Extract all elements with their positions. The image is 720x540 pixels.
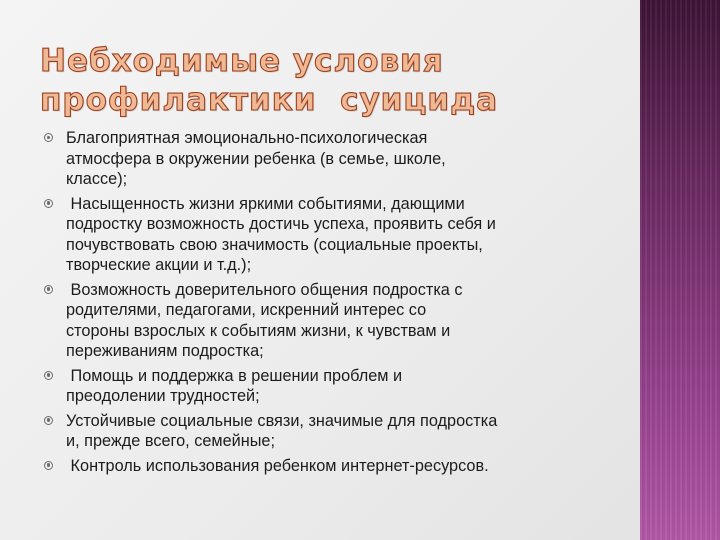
bullet-item — [44, 280, 624, 362]
bullet-item — [44, 194, 624, 276]
circled-dot-icon — [44, 416, 53, 425]
slide-title — [40, 42, 630, 120]
bullet-item — [44, 366, 624, 407]
bullet-item — [44, 128, 624, 190]
bullet-text: Возможность доверительного общения подростка с родителями, педагогами, искренний интерес со стороны взрослых к событиям жизни, к чувствам и переживаниям подростка; — [66, 280, 463, 360]
bullet-text: Контроль использования ребенком интернет-ресурсов. — [66, 456, 489, 475]
circled-dot-icon — [44, 133, 53, 142]
bullet-text: Устойчивые социальные связи, значимые для подростка и, прежде всего, семейные; — [66, 411, 498, 450]
circled-dot-icon — [44, 371, 53, 380]
bullet-text: Насыщенность жизни яркими событиями, дающими подростку возможность достичь успеха, проявить себя и почувствовать свою значимость (социальные проекты, творческие акции и т.д.); — [66, 194, 496, 274]
title-line-1: Небходимые условия — [40, 43, 444, 79]
bullet-item — [44, 411, 624, 452]
bullet-text: Благоприятная эмоционально-психологическая атмосфера в окружении ребенка (в семье, школе, классе); — [66, 129, 446, 188]
circled-dot-icon — [44, 199, 53, 208]
bullet-item — [44, 456, 624, 477]
bullet-text: Помощь и поддержка в решении проблем и преодолении трудностей; — [66, 366, 403, 405]
circled-dot-icon — [44, 285, 53, 294]
circled-dot-icon — [44, 461, 53, 470]
title-line-2: профилактики суицида — [40, 82, 499, 118]
decorative-side-panel — [640, 0, 720, 540]
bullet-list — [44, 128, 624, 480]
